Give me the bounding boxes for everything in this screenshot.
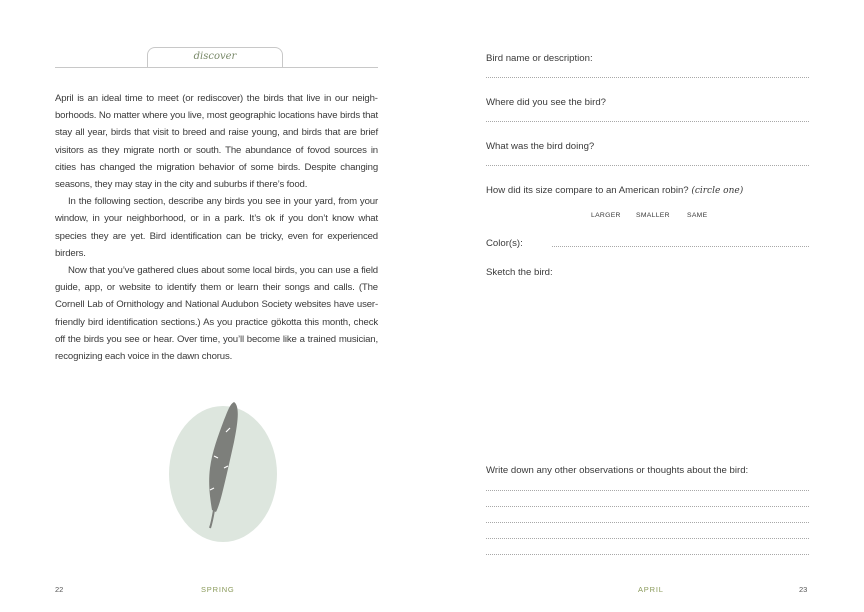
size-question xyxy=(486,185,743,196)
bird-name-line[interactable] xyxy=(486,77,809,78)
observations-line-5[interactable] xyxy=(486,554,809,555)
bird-name-label: Bird name or description: xyxy=(486,53,593,64)
colors-label: Color(s): xyxy=(486,238,523,249)
observations-line-2[interactable] xyxy=(486,506,809,507)
page-number-right: 23 xyxy=(799,585,808,594)
observations-line-1[interactable] xyxy=(486,490,809,491)
feather-illustration xyxy=(168,398,278,543)
body-text xyxy=(55,90,378,365)
observations-label: Write down any other observations or thoughts about the bird: xyxy=(486,465,749,476)
running-head-right: APRIL xyxy=(638,585,664,594)
observations-line-3[interactable] xyxy=(486,522,809,523)
where-line[interactable] xyxy=(486,121,809,122)
size-hint: (circle one) xyxy=(691,186,744,196)
paragraph-intro: April is an ideal time to meet (or rediscover) the birds that live in our neighborhoods. No matter where you live, most geographic locations have birds that stay all year, birds that visit to breed and raise young, and birds that are brief visitors as they migrate north or south. The abundance of fovod sources in cities has changed the migration behavior of some birds. Despite changing seasons, they may stay in the city and suburbs if there’s food. xyxy=(55,93,378,191)
observations-line-4[interactable] xyxy=(486,538,809,539)
paragraph-describe: In the following section, describe any birds you see in your yard, from your window, in your neighborhood, or in a park. It’s ok if you don’t know what species they are yet. Bird identification can be tricky, even for experienced birders. xyxy=(55,196,378,259)
doing-label: What was the bird doing? xyxy=(486,141,595,152)
doing-line[interactable] xyxy=(486,165,809,166)
section-tab xyxy=(147,47,283,68)
running-head-left: SPRING xyxy=(201,585,235,594)
page-number-left: 22 xyxy=(55,585,64,594)
size-label: How did its size compare to an American robin? xyxy=(486,185,689,196)
sketch-label: Sketch the bird: xyxy=(486,267,553,278)
size-option-smaller[interactable]: SMALLER xyxy=(636,212,670,219)
colors-line[interactable] xyxy=(552,246,809,247)
section-tab-label: discover xyxy=(193,51,237,62)
size-option-same[interactable]: SAME xyxy=(687,212,708,219)
where-label: Where did you see the bird? xyxy=(486,97,606,108)
sketch-area[interactable] xyxy=(486,285,809,455)
size-option-larger[interactable]: LARGER xyxy=(591,212,621,219)
section-rule xyxy=(55,67,378,68)
paragraph-identify: Now that you’ve gathered clues about some local birds, you can use a field guide, app, or website to identify them or learn their songs and calls. (The Cornell Lab of Ornithology and National Audubon Society websites have user-friendly bird identification sections.) As you practice gökotta this month, check off the birds you see or hear. Over time, you’ll become like a trained musician, recognizing each voice in the dawn chorus. xyxy=(55,265,378,363)
